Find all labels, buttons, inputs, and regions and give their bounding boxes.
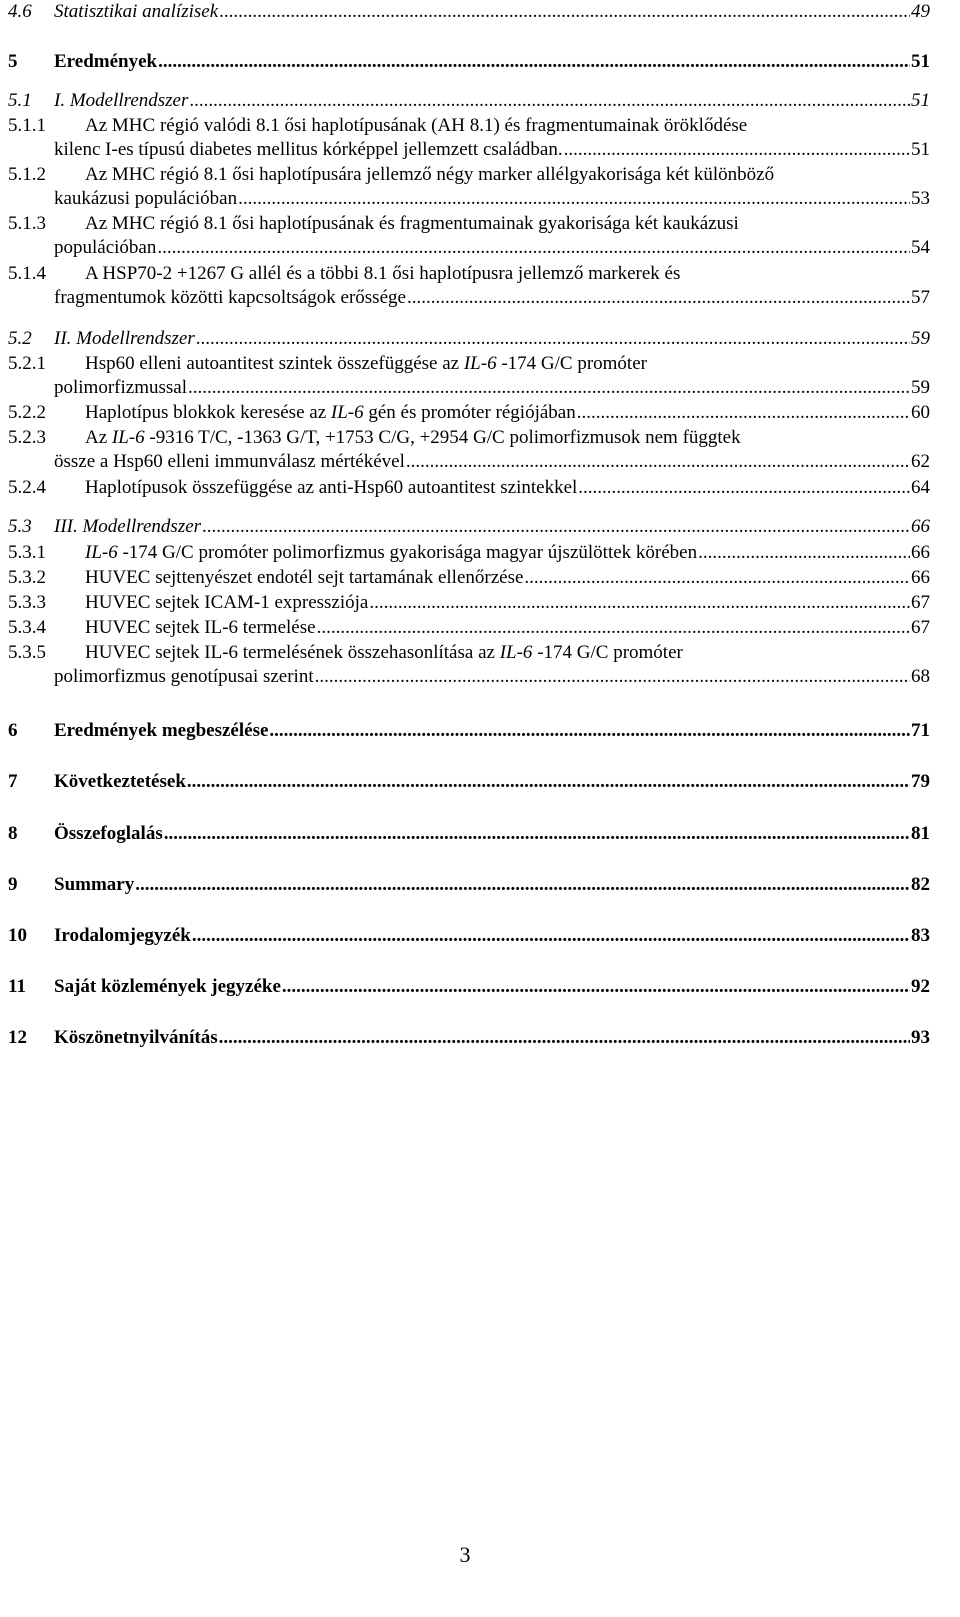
toc-entry-number: 5.2.1 <box>8 353 46 374</box>
toc-entry-title: IL-6 -174 G/C promóter polimorfizmus gyakorisága magyar újszülöttek körében <box>85 542 698 563</box>
toc-entry-number: 5.1.3 <box>8 213 46 234</box>
toc-entry[interactable] <box>8 719 930 743</box>
toc-entry[interactable] <box>8 541 930 565</box>
toc-entry-number: 6 <box>8 720 18 741</box>
toc-entry-title: A HSP70-2 +1267 G allél és a többi 8.1 ősi haplotípusra jellemző markerek és <box>85 263 681 284</box>
toc-entry-title: Haplotípus blokkok keresése az IL-6 gén és promóter régiójában <box>85 402 576 423</box>
toc-dot-leader <box>698 541 910 565</box>
toc-entry-page: 93 <box>911 1027 930 1048</box>
toc-entry-title: Az IL-6 -9316 T/C, -1363 G/T, +1753 C/G, +2954 G/C polimorfizmusok nem függtek <box>85 427 741 448</box>
toc-entry[interactable] <box>8 566 930 590</box>
toc-dot-leader <box>189 89 910 113</box>
toc-line <box>8 975 930 999</box>
toc-dot-leader <box>317 616 910 640</box>
toc-entry-title: I. Modellrendszer <box>54 90 189 111</box>
toc-line <box>8 515 930 539</box>
toc-entry-title: Köszönetnyilvánítás <box>54 1027 218 1048</box>
toc-entry-title: Az MHC régió valódi 8.1 ősi haplotípusának (AH 8.1) és fragmentumainak öröklődése <box>85 115 748 136</box>
toc-entry-number: 5.3.3 <box>8 592 46 613</box>
toc-entry-page: 51 <box>911 90 930 111</box>
page-number: 3 <box>459 1542 471 1567</box>
toc-entry-page: 67 <box>911 617 930 638</box>
toc-line <box>8 822 930 846</box>
toc-entry-number: 5 <box>8 51 18 72</box>
toc-line <box>8 376 930 400</box>
toc-line <box>8 89 930 113</box>
toc-entry[interactable] <box>8 770 930 794</box>
toc-entry-title: Az MHC régió 8.1 ősi haplotípusának és fragmentumainak gyakorisága két kaukázusi <box>85 213 739 234</box>
toc-dot-leader <box>238 187 910 211</box>
toc-line <box>8 352 930 376</box>
toc-entry-number: 5.1 <box>8 90 32 111</box>
toc-entry-title: Statisztikai analízisek <box>54 1 219 22</box>
toc-entry-title: Hsp60 elleni autoantitest szintek összefüggése az IL-6 -174 G/C promóter <box>85 353 647 374</box>
toc-line <box>8 187 930 211</box>
toc-line <box>8 476 930 500</box>
toc-entry-title: HUVEC sejttenyészet endotél sejt tartamának ellenőrzése <box>85 567 524 588</box>
toc-dot-leader <box>157 236 910 260</box>
toc-line <box>8 327 930 351</box>
toc-entry-page: 66 <box>911 516 930 537</box>
toc-dot-leader <box>202 515 910 539</box>
toc-dot-leader <box>219 0 910 24</box>
toc-line <box>8 50 930 74</box>
toc-entry-title: össze a Hsp60 elleni immunválasz mértékével <box>54 451 405 472</box>
toc-dot-leader <box>135 873 910 897</box>
toc-entry-page: 51 <box>911 51 930 72</box>
toc-entry-title: polimorfizmus genotípusai szerint <box>54 666 314 687</box>
toc-entry-number: 8 <box>8 823 18 844</box>
toc-line <box>8 541 930 565</box>
toc-line <box>8 286 930 310</box>
toc-entry[interactable] <box>8 89 930 113</box>
toc-entry-number: 10 <box>8 925 27 946</box>
toc-entry-number: 5.1.1 <box>8 115 46 136</box>
toc-dot-leader <box>282 975 910 999</box>
toc-entry-page: 59 <box>911 328 930 349</box>
toc-entry-number: 5.2.4 <box>8 477 46 498</box>
toc-entry-title: kaukázusi populációban <box>54 188 238 209</box>
toc-entry-page: 71 <box>911 720 930 741</box>
toc-line <box>8 236 930 260</box>
toc-entry-page: 62 <box>911 451 930 472</box>
toc-entry[interactable] <box>8 352 930 400</box>
toc-entry-number: 5.3.1 <box>8 542 46 563</box>
toc-entry-title: polimorfizmussal <box>54 377 187 398</box>
toc-entry[interactable] <box>8 212 930 260</box>
toc-entry-title: Következtetések <box>54 771 186 792</box>
toc-dot-leader <box>158 50 910 74</box>
toc-entry-number: 5.2.3 <box>8 427 46 448</box>
toc-entry-number: 11 <box>8 976 26 997</box>
toc-dot-leader <box>315 665 910 689</box>
toc-entry-title: HUVEC sejtek IL-6 termelésének összehasonlítása az IL-6 -174 G/C promóter <box>85 642 683 663</box>
toc-entry[interactable] <box>8 924 930 948</box>
toc-line <box>8 163 930 187</box>
toc-line <box>8 426 930 450</box>
toc-entry-title: Eredmények megbeszélése <box>54 720 269 741</box>
toc-entry-number: 4.6 <box>8 1 32 22</box>
toc-entry-page: 49 <box>911 1 930 22</box>
toc-dot-leader <box>577 401 910 425</box>
toc-entry-title: Saját közlemények jegyzéke <box>54 976 281 997</box>
toc-entry-title: kilenc I-es típusú diabetes mellitus kórképpel jellemzett családban. <box>54 139 563 160</box>
toc-dot-leader <box>219 1026 910 1050</box>
toc-dot-leader <box>192 924 910 948</box>
toc-line <box>8 616 930 640</box>
toc-line <box>8 924 930 948</box>
toc-entry-title: Az MHC régió 8.1 ősi haplotípusára jellemző négy marker allélgyakorisága két különböző <box>85 164 775 185</box>
toc-line <box>8 262 930 286</box>
toc-entry[interactable] <box>8 50 930 74</box>
toc-entry-title: Summary <box>54 874 135 895</box>
toc-entry-page: 82 <box>911 874 930 895</box>
toc-entry[interactable] <box>8 114 930 162</box>
toc-entry-page: 81 <box>911 823 930 844</box>
toc-entry-page: 92 <box>911 976 930 997</box>
toc-dot-leader <box>187 770 910 794</box>
toc-line <box>8 0 930 24</box>
toc-entry-title: HUVEC sejtek ICAM-1 expressziója <box>85 592 369 613</box>
toc-entry-title: III. Modellrendszer <box>54 516 202 537</box>
toc-line <box>8 641 930 665</box>
toc-line <box>8 873 930 897</box>
toc-entry[interactable] <box>8 591 930 615</box>
toc-line <box>8 770 930 794</box>
toc-entry-number: 5.1.2 <box>8 164 46 185</box>
toc-entry[interactable] <box>8 873 930 897</box>
toc-entry-page: 66 <box>911 567 930 588</box>
toc-entry-page: 64 <box>911 477 930 498</box>
toc-entry-title: Eredmények <box>54 51 158 72</box>
toc-dot-leader <box>407 286 910 310</box>
toc-entry-title: populációban <box>54 237 157 258</box>
toc-entry-title: II. Modellrendszer <box>54 328 195 349</box>
toc-entry-number: 5.2.2 <box>8 402 46 423</box>
toc-dot-leader <box>369 591 910 615</box>
toc-entry-page: 53 <box>911 188 930 209</box>
toc-entry[interactable] <box>8 975 930 999</box>
toc-entry-title: Irodalomjegyzék <box>54 925 191 946</box>
toc-entry[interactable] <box>8 616 930 640</box>
toc-entry[interactable] <box>8 262 930 310</box>
toc-line <box>8 212 930 236</box>
toc-entry-number: 5.3 <box>8 516 32 537</box>
toc-entry-number: 12 <box>8 1027 27 1048</box>
toc-entry-page: 66 <box>911 542 930 563</box>
toc-line <box>8 591 930 615</box>
toc-entry[interactable] <box>8 822 930 846</box>
toc-entry[interactable] <box>8 327 930 351</box>
toc-line <box>8 401 930 425</box>
toc-entry-number: 5.1.4 <box>8 263 46 284</box>
toc-dot-leader <box>196 327 910 351</box>
toc-dot-leader <box>564 138 910 162</box>
toc-entry[interactable] <box>8 515 930 539</box>
toc-entry[interactable] <box>8 1026 930 1050</box>
toc-entry[interactable] <box>8 426 930 474</box>
toc-line <box>8 1026 930 1050</box>
toc-entry[interactable] <box>8 641 930 689</box>
toc-dot-leader <box>406 450 910 474</box>
toc-entry-page: 83 <box>911 925 930 946</box>
toc-line <box>8 719 930 743</box>
toc-line <box>8 665 930 689</box>
toc-entry-number: 5.3.4 <box>8 617 46 638</box>
toc-entry-number: 5.3.5 <box>8 642 46 663</box>
toc-entry-page: 79 <box>911 771 930 792</box>
toc-entry-title: fragmentumok közötti kapcsoltságok erőssége <box>54 287 406 308</box>
toc-entry[interactable] <box>8 401 930 425</box>
toc-entry-title: Haplotípusok összefüggése az anti-Hsp60 autoantitest szintekkel <box>85 477 578 498</box>
toc-entry-number: 5.3.2 <box>8 567 46 588</box>
toc-line <box>8 450 930 474</box>
toc-dot-leader <box>578 476 910 500</box>
toc-entry[interactable] <box>8 163 930 211</box>
toc-entry-page: 59 <box>911 377 930 398</box>
toc-entry-title: HUVEC sejtek IL-6 termelése <box>85 617 316 638</box>
toc-entry-number: 7 <box>8 771 18 792</box>
toc-entry-title: Összefoglalás <box>54 823 163 844</box>
toc-entry-page: 57 <box>911 287 930 308</box>
toc-entry[interactable] <box>8 0 930 24</box>
toc-entry-page: 67 <box>911 592 930 613</box>
toc-line <box>8 138 930 162</box>
toc-line <box>8 114 930 138</box>
toc-entry-number: 5.2 <box>8 328 32 349</box>
toc-line <box>8 566 930 590</box>
toc-entry-page: 51 <box>911 139 930 160</box>
toc-dot-leader <box>188 376 910 400</box>
toc-entry-page: 68 <box>911 666 930 687</box>
toc-dot-leader <box>269 719 910 743</box>
toc-dot-leader <box>164 822 910 846</box>
toc-entry-page: 60 <box>911 402 930 423</box>
toc-entry-page: 54 <box>911 237 930 258</box>
toc-dot-leader <box>524 566 910 590</box>
toc-entry[interactable] <box>8 476 930 500</box>
toc-entry-number: 9 <box>8 874 18 895</box>
